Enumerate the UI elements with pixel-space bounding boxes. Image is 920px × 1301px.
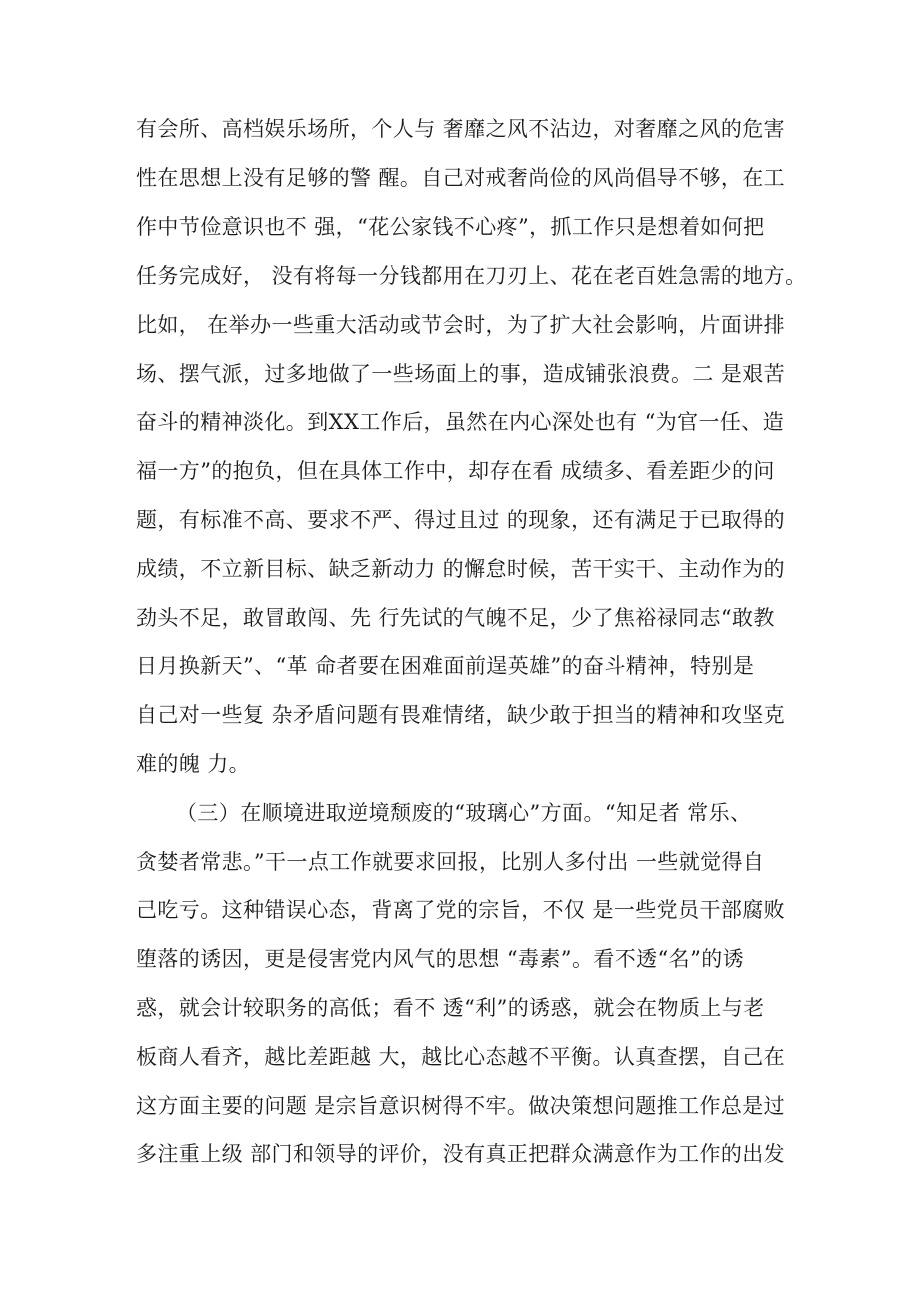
text-line: 己吃亏。这种错误心态，背离了党的宗旨，不仅 是一些党员干部腐败 [136,898,786,922]
text-line: 比如， 在举办一些重大活动或节会时，为了扩大社会影响，片面讲排 [136,313,786,337]
text-line: 奋斗的精神淡化。到XX工作后，虽然在内心深处也有 “为官一任、造 [136,410,785,434]
text-line: 福一方”的抱负，但在具体工作中，却存在看 成绩多、看差距少的问 [136,459,775,483]
text-line: 难的魄 力。 [136,752,251,776]
text-line: 贪婪者常悲。”干一点工作就要求回报，比别人多付出 一些就觉得自 [136,850,765,874]
text-line: 日月换新天”、“革 命者要在困难面前逞英雄”的奋斗精神，特别是 [136,654,755,678]
text-line: 作中节俭意识也不 强，“花公家钱不心疼”，抓工作只是想着如何把 [136,215,765,239]
text-line: 多注重上级 部门和领导的评价，没有真正把群众满意作为工作的出发 [136,1142,786,1166]
text-line: 成绩，不立新目标、缺乏新动力 的懈怠时候，苦干实干、主动作为的 [136,557,786,581]
text-line: 性在思想上没有足够的警 醒。自己对戒奢尚俭的风尚倡导不够，在工 [136,166,786,190]
text-line: 题，有标准不高、要求不严、得过且过 的现象，还有满足于已取得的 [136,508,786,532]
text-line: 自己对一些复 杂矛盾问题有畏难情绪，缺少敢于担当的精神和攻坚克 [136,703,786,727]
text-line: 板商人看齐，越比差距越 大，越比心态越不平衡。认真查摆，自己在 [136,1045,786,1069]
section-heading-line: （三）在顺境进取逆境颓废的“玻璃心”方面。“知足者 常乐、 [176,801,752,825]
text-line: 任务完成好， 没有将每一分钱都用在刀刃上、花在老百姓急需的地方。 [136,264,807,288]
text-line: 有会所、高档娱乐场所，个人与 奢靡之风不沾边，对奢靡之风的危害 [136,117,786,141]
text-line: 场、摆气派，过多地做了一些场面上的事，造成铺张浪费。二 是艰苦 [136,362,786,386]
text-line: 堕落的诱因，更是侵害党内风气的思想 “毒素”。看不透“名”的诱 [136,947,745,971]
text-line: 劲头不足，敢冒敢闯、先 行先试的气魄不足，少了焦裕禄同志“敢教 [136,606,775,630]
text-line: 这方面主要的问题 是宗旨意识树得不牢。做决策想问题推工作总是过 [136,1094,786,1118]
text-line: 惑，就会计较职务的高低；看不 透“利”的诱惑，就会在物质上与老 [136,996,765,1020]
